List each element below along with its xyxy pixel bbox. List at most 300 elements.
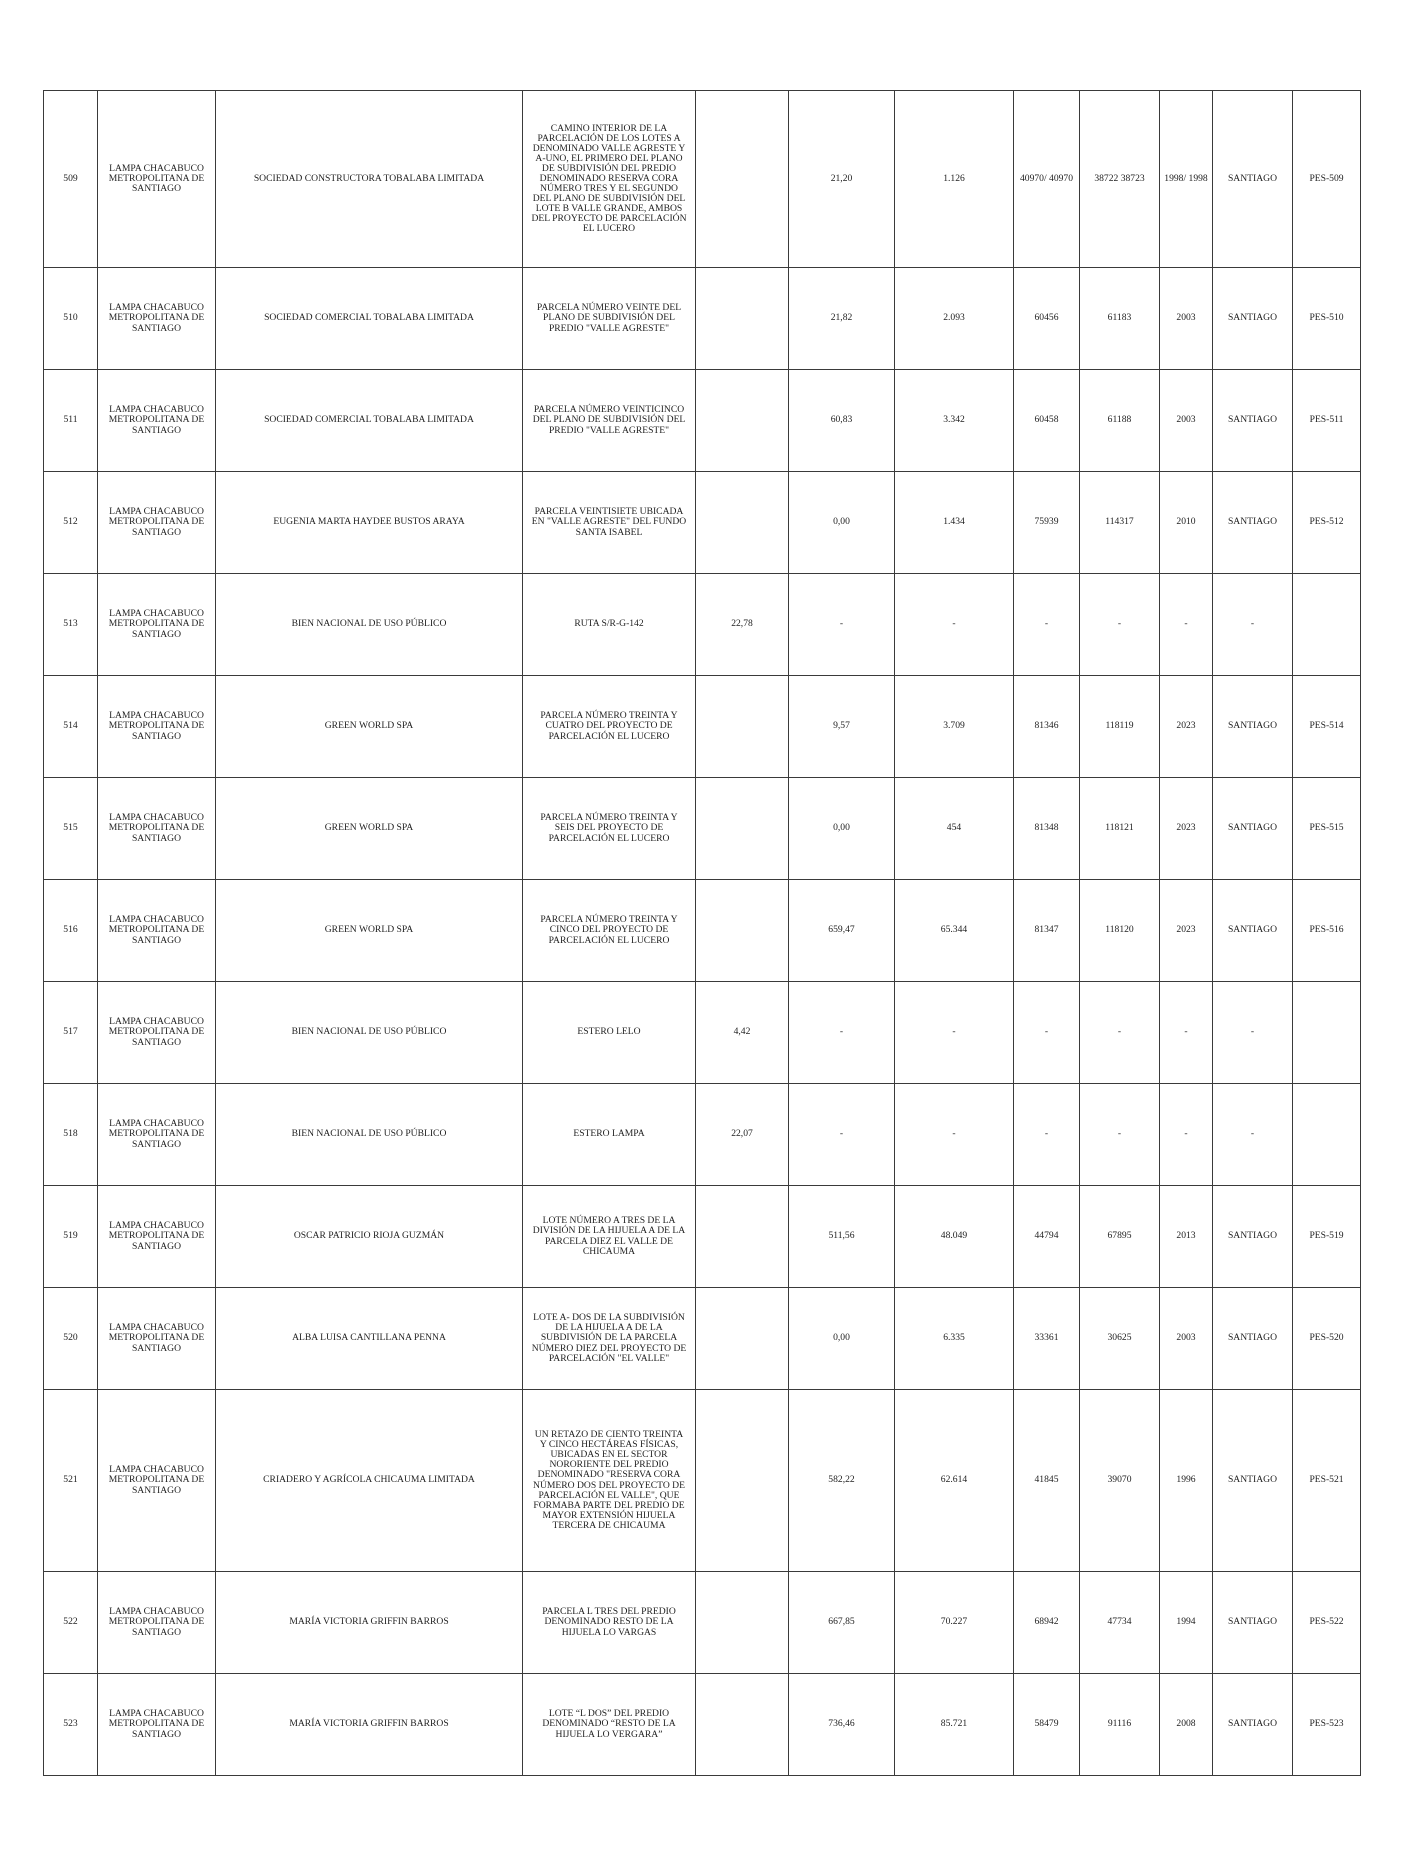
total-cell [895, 1084, 1014, 1186]
bnup-area-cell-text: 4,42 [733, 1026, 751, 1038]
numero-cell-text: 38722 38723 [1094, 172, 1145, 184]
cbr-cell-text: SANTIAGO [1227, 172, 1278, 184]
numero-cell-text: - [1117, 1026, 1122, 1038]
fojas-cell-text: 33361 [1034, 1332, 1059, 1344]
plano-cell-text: PES-511 [1309, 414, 1344, 426]
anio-cell [1160, 1674, 1213, 1776]
bnup-area-cell [696, 880, 789, 982]
owner-cell [216, 1288, 523, 1390]
total-cell-text: 1.126 [943, 172, 965, 184]
anio-cell [1160, 1288, 1213, 1390]
cbr-cell-text: - [1250, 1026, 1255, 1038]
numero-cell-text: 47734 [1107, 1616, 1132, 1628]
row-number [44, 574, 98, 676]
cbr-cell-text: SANTIAGO [1227, 1616, 1278, 1628]
total-cell-text: 3.709 [943, 720, 965, 732]
area-cell [789, 1288, 895, 1390]
cbr-cell-text: SANTIAGO [1227, 822, 1278, 834]
plano-cell-text: PES-523 [1309, 1718, 1344, 1730]
plano-cell [1293, 268, 1361, 370]
owner-cell-text: SOCIEDAD COMERCIAL TOBALABA LIMITADA [264, 312, 474, 324]
row-number-text: 514 [63, 720, 78, 732]
description-cell-text: RUTA S/R-G-142 [574, 618, 644, 630]
comuna-cell-text: LAMPA CHACABUCO METROPOLITANA DE SANTIAGO [108, 1118, 205, 1150]
total-cell [895, 1572, 1014, 1674]
total-cell [895, 880, 1014, 982]
description-cell [523, 982, 696, 1084]
total-cell-text: 1.434 [943, 516, 965, 528]
comuna-cell [98, 676, 216, 778]
numero-cell [1080, 472, 1160, 574]
table-row [44, 1390, 1361, 1572]
numero-cell [1080, 574, 1160, 676]
cbr-cell [1213, 1390, 1293, 1572]
row-number [44, 91, 98, 268]
anio-cell-text: 1998/ 1998 [1164, 172, 1208, 184]
anio-cell [1160, 574, 1213, 676]
description-cell-text: CAMINO INTERIOR DE LA PARCELACIÓN DE LOS LOTES A DENOMINADO VALLE AGRESTE Y A-UNO, EL PRIMERO DEL PLANO DE SUBDIVISIÓN DEL PREDIO DENOMINADO RESERVA CORA NÚMERO TRES Y EL SEGUNDO DEL PLANO DE SUBDIVISIÓN DEL LOTE B VALLE GRANDE, AMBOS DEL PROYECTO DE PARCELACIÓN EL LUCERO [531, 122, 687, 235]
total-cell-text: 85.721 [940, 1718, 968, 1730]
row-number [44, 676, 98, 778]
description-cell [523, 91, 696, 268]
plano-cell-text: PES-521 [1309, 1474, 1344, 1486]
comuna-cell-text: LAMPA CHACABUCO METROPOLITANA DE SANTIAGO [108, 302, 205, 334]
cbr-cell-text: SANTIAGO [1227, 924, 1278, 936]
anio-cell [1160, 982, 1213, 1084]
bnup-area-cell [696, 268, 789, 370]
bnup-area-cell [696, 574, 789, 676]
total-cell-text: 48.049 [940, 1230, 968, 1242]
area-cell-text: 659,47 [828, 924, 855, 936]
anio-cell-text: - [1184, 1128, 1188, 1140]
numero-cell-text: 30625 [1107, 1332, 1132, 1344]
anio-cell [1160, 1390, 1213, 1572]
fojas-cell [1014, 1674, 1080, 1776]
owner-cell [216, 1084, 523, 1186]
row-number-text: 512 [63, 516, 78, 528]
owner-cell [216, 1674, 523, 1776]
description-cell [523, 1572, 696, 1674]
owner-cell-text: EUGENIA MARTA HAYDEE BUSTOS ARAYA [273, 516, 465, 528]
description-cell [523, 1674, 696, 1776]
fojas-cell-text: 40970/ 40970 [1019, 172, 1074, 184]
area-cell [789, 91, 895, 268]
total-cell-text: 3.342 [943, 414, 965, 426]
comuna-cell [98, 880, 216, 982]
owner-cell [216, 1390, 523, 1572]
bnup-area-cell [696, 1186, 789, 1288]
owner-cell [216, 778, 523, 880]
cbr-cell [1213, 1674, 1293, 1776]
cbr-cell [1213, 880, 1293, 982]
owner-cell-text: ALBA LUISA CANTILLANA PENNA [292, 1332, 446, 1344]
description-cell-text: PARCELA NÚMERO TREINTA Y SEIS DEL PROYECTO DE PARCELACIÓN EL LUCERO [540, 812, 678, 844]
area-cell [789, 268, 895, 370]
anio-cell-text: 2023 [1176, 822, 1196, 834]
cbr-cell [1213, 574, 1293, 676]
fojas-cell-text: 81346 [1034, 720, 1059, 732]
description-cell-text: ESTERO LELO [577, 1026, 641, 1038]
numero-cell [1080, 370, 1160, 472]
numero-cell-text: 118119 [1105, 720, 1134, 732]
anio-cell-text: 1994 [1176, 1616, 1196, 1628]
numero-cell [1080, 1084, 1160, 1186]
anio-cell-text: 2013 [1176, 1230, 1196, 1242]
owner-cell [216, 370, 523, 472]
fojas-cell [1014, 91, 1080, 268]
comuna-cell [98, 574, 216, 676]
numero-cell [1080, 91, 1160, 268]
bnup-area-cell [696, 982, 789, 1084]
table-row [44, 370, 1361, 472]
comuna-cell [98, 1084, 216, 1186]
area-cell-text: 0,00 [833, 516, 850, 528]
anio-cell-text: 2003 [1176, 414, 1196, 426]
numero-cell-text: - [1117, 618, 1122, 630]
anio-cell-text: 2023 [1176, 924, 1196, 936]
comuna-cell [98, 1186, 216, 1288]
total-cell [895, 1186, 1014, 1288]
numero-cell-text: 39070 [1107, 1474, 1132, 1486]
comuna-cell [98, 982, 216, 1084]
numero-cell [1080, 1390, 1160, 1572]
bnup-area-cell [696, 1084, 789, 1186]
area-cell-text: 582,22 [828, 1474, 855, 1486]
total-cell-text: - [952, 1026, 956, 1038]
table-row [44, 1288, 1361, 1390]
fojas-cell-text: - [1044, 618, 1049, 630]
total-cell-text: 70.227 [940, 1616, 968, 1628]
anio-cell [1160, 778, 1213, 880]
area-cell-text: - [839, 1026, 844, 1038]
anio-cell-text: 2003 [1176, 1332, 1196, 1344]
area-cell [789, 1674, 895, 1776]
area-cell-text: 667,85 [828, 1616, 855, 1628]
plano-cell [1293, 91, 1361, 268]
plano-cell-text: PES-522 [1309, 1616, 1344, 1628]
description-cell [523, 1390, 696, 1572]
bnup-area-cell-text: 22,07 [731, 1128, 753, 1140]
anio-cell-text: 2008 [1176, 1718, 1196, 1730]
description-cell-text: PARCELA L TRES DEL PREDIO DENOMINADO RESTO DE LA HIJUELA LO VARGAS [542, 1606, 676, 1638]
row-number-text: 510 [63, 312, 78, 324]
area-cell-text: 21,20 [830, 172, 853, 184]
fojas-cell-text: 60456 [1034, 312, 1059, 324]
cbr-cell [1213, 268, 1293, 370]
anio-cell [1160, 676, 1213, 778]
fojas-cell [1014, 268, 1080, 370]
description-cell [523, 778, 696, 880]
anio-cell-text: 1996 [1176, 1474, 1196, 1486]
plano-cell [1293, 1288, 1361, 1390]
anio-cell [1160, 880, 1213, 982]
description-cell-text: LOTE NÚMERO A TRES DE LA DIVISIÓN DE LA HIJUELA A DE LA PARCELA DIEZ EL VALLE DE CHICAUMA [532, 1215, 686, 1257]
area-cell [789, 880, 895, 982]
bnup-area-cell [696, 778, 789, 880]
total-cell [895, 676, 1014, 778]
plano-cell [1293, 676, 1361, 778]
comuna-cell [98, 1288, 216, 1390]
comuna-cell-text: LAMPA CHACABUCO METROPOLITANA DE SANTIAGO [108, 608, 205, 640]
fojas-cell [1014, 676, 1080, 778]
total-cell-text: - [952, 1128, 956, 1140]
anio-cell-text: - [1184, 1026, 1188, 1038]
bnup-area-cell [696, 1674, 789, 1776]
row-number [44, 472, 98, 574]
fojas-cell-text: 41845 [1034, 1474, 1059, 1486]
comuna-cell-text: LAMPA CHACABUCO METROPOLITANA DE SANTIAGO [108, 1016, 205, 1048]
plano-cell [1293, 1390, 1361, 1572]
cbr-cell-text: - [1250, 618, 1255, 630]
comuna-cell-text: LAMPA CHACABUCO METROPOLITANA DE SANTIAGO [108, 914, 205, 946]
table-row [44, 574, 1361, 676]
area-cell-text: 0,00 [833, 1332, 850, 1344]
fojas-cell-text: 60458 [1034, 414, 1059, 426]
numero-cell-text: 91116 [1107, 1718, 1132, 1730]
owner-cell [216, 91, 523, 268]
numero-cell [1080, 982, 1160, 1084]
comuna-cell-text: LAMPA CHACABUCO METROPOLITANA DE SANTIAGO [108, 506, 205, 538]
owner-cell-text: OSCAR PATRICIO RIOJA GUZMÁN [293, 1230, 445, 1242]
comuna-cell [98, 91, 216, 268]
table-row [44, 472, 1361, 574]
total-cell [895, 268, 1014, 370]
description-cell-text: PARCELA NÚMERO VEINTICINCO DEL PLANO DE SUBDIVISIÓN DEL PREDIO "VALLE AGRESTE" [532, 404, 686, 436]
comuna-cell [98, 268, 216, 370]
description-cell [523, 370, 696, 472]
comuna-cell [98, 472, 216, 574]
comuna-cell-text: LAMPA CHACABUCO METROPOLITANA DE SANTIAGO [108, 1322, 205, 1354]
bnup-area-cell-text: 22,78 [731, 618, 753, 630]
owner-cell-text: BIEN NACIONAL DE USO PÚBLICO [291, 1026, 447, 1038]
plano-cell-text: PES-520 [1309, 1332, 1344, 1344]
bnup-area-cell [696, 472, 789, 574]
cbr-cell-text: SANTIAGO [1227, 720, 1278, 732]
cbr-cell-text: SANTIAGO [1227, 1332, 1278, 1344]
cbr-cell-text: SANTIAGO [1227, 1474, 1278, 1486]
cbr-cell [1213, 370, 1293, 472]
table-row [44, 1674, 1361, 1776]
plano-cell-text: PES-514 [1309, 720, 1344, 732]
anio-cell [1160, 472, 1213, 574]
expropriation-registry-table [43, 90, 1361, 1776]
row-number [44, 1390, 98, 1572]
numero-cell [1080, 1186, 1160, 1288]
cbr-cell [1213, 1186, 1293, 1288]
description-cell [523, 472, 696, 574]
comuna-cell-text: LAMPA CHACABUCO METROPOLITANA DE SANTIAGO [108, 162, 205, 195]
description-cell-text: PARCELA NÚMERO VEINTE DEL PLANO DE SUBDIVISIÓN DEL PREDIO "VALLE AGRESTE" [536, 302, 682, 334]
numero-cell [1080, 268, 1160, 370]
description-cell [523, 1288, 696, 1390]
row-number-text: 513 [63, 618, 78, 630]
comuna-cell-text: LAMPA CHACABUCO METROPOLITANA DE SANTIAGO [108, 812, 205, 844]
fojas-cell-text: - [1044, 1026, 1049, 1038]
cbr-cell [1213, 91, 1293, 268]
description-cell [523, 1186, 696, 1288]
comuna-cell [98, 778, 216, 880]
comuna-cell-text: LAMPA CHACABUCO METROPOLITANA DE SANTIAGO [108, 1220, 205, 1252]
bnup-area-cell [696, 1390, 789, 1572]
row-number-text: 523 [63, 1718, 78, 1730]
total-cell-text: - [952, 618, 956, 630]
comuna-cell [98, 1674, 216, 1776]
total-cell [895, 1390, 1014, 1572]
total-cell [895, 472, 1014, 574]
numero-cell-text: 118121 [1105, 822, 1134, 834]
bnup-area-cell [696, 370, 789, 472]
total-cell [895, 370, 1014, 472]
area-cell-text: - [839, 618, 844, 630]
comuna-cell-text: LAMPA CHACABUCO METROPOLITANA DE SANTIAGO [108, 710, 205, 742]
plano-cell [1293, 1084, 1361, 1186]
area-cell-text: 511,56 [828, 1230, 855, 1242]
row-number [44, 778, 98, 880]
row-number [44, 1572, 98, 1674]
plano-cell [1293, 1674, 1361, 1776]
owner-cell-text: SOCIEDAD COMERCIAL TOBALABA LIMITADA [264, 414, 474, 426]
description-cell-text: LOTE “L DOS” DEL PREDIO DENOMINADO “RESTO DE LA HIJUELA LO VERGARA” [542, 1708, 676, 1740]
bnup-area-cell [696, 1288, 789, 1390]
plano-cell-text: PES-516 [1309, 924, 1344, 936]
owner-cell [216, 472, 523, 574]
row-number-text: 517 [63, 1026, 78, 1038]
table-row [44, 1084, 1361, 1186]
total-cell-text: 2.093 [943, 312, 965, 324]
row-number [44, 268, 98, 370]
total-cell-text: 6.335 [943, 1332, 965, 1344]
area-cell-text: - [839, 1128, 844, 1140]
fojas-cell [1014, 778, 1080, 880]
numero-cell [1080, 1288, 1160, 1390]
row-number [44, 1186, 98, 1288]
fojas-cell-text: 44794 [1034, 1230, 1059, 1242]
fojas-cell-text: 81347 [1034, 924, 1059, 936]
comuna-cell-text: LAMPA CHACABUCO METROPOLITANA DE SANTIAGO [108, 404, 205, 436]
anio-cell [1160, 91, 1213, 268]
plano-cell [1293, 370, 1361, 472]
row-number-text: 509 [63, 172, 78, 184]
plano-cell [1293, 880, 1361, 982]
table-row [44, 1572, 1361, 1674]
bnup-area-cell [696, 91, 789, 268]
fojas-cell-text: - [1044, 1128, 1049, 1140]
cbr-cell-text: SANTIAGO [1227, 312, 1278, 324]
plano-cell [1293, 472, 1361, 574]
bnup-area-cell [696, 676, 789, 778]
fojas-cell [1014, 982, 1080, 1084]
fojas-cell-text: 58479 [1034, 1718, 1059, 1730]
plano-cell [1293, 778, 1361, 880]
comuna-cell-text: LAMPA CHACABUCO METROPOLITANA DE SANTIAGO [108, 1606, 205, 1638]
total-cell-text: 62.614 [940, 1474, 968, 1486]
total-cell-text: 454 [946, 822, 962, 834]
owner-cell-text: BIEN NACIONAL DE USO PÚBLICO [291, 618, 447, 630]
description-cell [523, 676, 696, 778]
description-cell-text: PARCELA VEINTISIETE UBICADA EN "VALLE AGRESTE" DEL FUNDO SANTA ISABEL [531, 506, 687, 538]
plano-cell [1293, 1186, 1361, 1288]
comuna-cell-text: LAMPA CHACABUCO METROPOLITANA DE SANTIAGO [108, 1464, 205, 1496]
owner-cell-text: GREEN WORLD SPA [324, 822, 414, 834]
numero-cell [1080, 1572, 1160, 1674]
table-row [44, 1186, 1361, 1288]
area-cell [789, 574, 895, 676]
total-cell [895, 1674, 1014, 1776]
total-cell [895, 1288, 1014, 1390]
area-cell [789, 778, 895, 880]
owner-cell-text: GREEN WORLD SPA [324, 720, 414, 732]
cbr-cell-text: SANTIAGO [1227, 1230, 1278, 1242]
owner-cell-text: SOCIEDAD CONSTRUCTORA TOBALABA LIMITADA [253, 172, 485, 184]
owner-cell [216, 1572, 523, 1674]
description-cell-text: PARCELA NÚMERO TREINTA Y CUATRO DEL PROYECTO DE PARCELACIÓN EL LUCERO [540, 710, 678, 742]
row-number [44, 1288, 98, 1390]
anio-cell-text: 2023 [1176, 720, 1196, 732]
fojas-cell-text: 81348 [1034, 822, 1059, 834]
table-row [44, 676, 1361, 778]
owner-cell-text: MARÍA VICTORIA GRIFFIN BARROS [289, 1718, 449, 1730]
owner-cell [216, 880, 523, 982]
row-number-text: 516 [63, 924, 78, 936]
row-number-text: 519 [63, 1230, 78, 1242]
owner-cell-text: MARÍA VICTORIA GRIFFIN BARROS [289, 1616, 449, 1628]
description-cell [523, 574, 696, 676]
anio-cell [1160, 1084, 1213, 1186]
numero-cell [1080, 676, 1160, 778]
total-cell [895, 982, 1014, 1084]
fojas-cell [1014, 370, 1080, 472]
numero-cell-text: - [1117, 1128, 1122, 1140]
comuna-cell-text: LAMPA CHACABUCO METROPOLITANA DE SANTIAGO [108, 1708, 205, 1740]
numero-cell [1080, 880, 1160, 982]
anio-cell-text: - [1184, 618, 1188, 630]
owner-cell [216, 1186, 523, 1288]
plano-cell [1293, 1572, 1361, 1674]
row-number [44, 370, 98, 472]
fojas-cell [1014, 1390, 1080, 1572]
row-number [44, 1084, 98, 1186]
anio-cell [1160, 1572, 1213, 1674]
description-cell [523, 268, 696, 370]
plano-cell-text: PES-509 [1309, 172, 1344, 184]
total-cell [895, 91, 1014, 268]
description-cell-text: UN RETAZO DE CIENTO TREINTA Y CINCO HECTÁREAS FÍSICAS, UBICADAS EN EL SECTOR NORORIENTE DEL PREDIO DENOMINADO "RESERVA CORA NÚMERO DOS DEL PROYECTO DE PARCELACIÓN EL VALLE", QUE FORMABA PARTE DEL PREDIO DE MAYOR EXTENSIÓN HIJUELA TERCERA DE CHICAUMA [533, 1429, 685, 1531]
anio-cell [1160, 268, 1213, 370]
area-cell [789, 676, 895, 778]
owner-cell-text: BIEN NACIONAL DE USO PÚBLICO [291, 1128, 447, 1140]
cbr-cell-text: SANTIAGO [1227, 1718, 1278, 1730]
numero-cell-text: 118120 [1105, 924, 1134, 936]
table-row [44, 880, 1361, 982]
comuna-cell [98, 370, 216, 472]
description-cell [523, 1084, 696, 1186]
fojas-cell [1014, 472, 1080, 574]
area-cell-text: 9,57 [833, 720, 850, 732]
cbr-cell [1213, 1084, 1293, 1186]
row-number [44, 880, 98, 982]
plano-cell [1293, 982, 1361, 1084]
row-number-text: 518 [63, 1128, 78, 1140]
cbr-cell [1213, 472, 1293, 574]
numero-cell-text: 61183 [1107, 312, 1132, 324]
fojas-cell-text: 68942 [1034, 1616, 1059, 1628]
cbr-cell [1213, 778, 1293, 880]
area-cell-text: 736,46 [828, 1718, 855, 1730]
numero-cell [1080, 778, 1160, 880]
area-cell [789, 982, 895, 1084]
table-body [44, 91, 1361, 1776]
description-cell-text: PARCELA NÚMERO TREINTA Y CINCO DEL PROYECTO DE PARCELACIÓN EL LUCERO [540, 914, 678, 946]
